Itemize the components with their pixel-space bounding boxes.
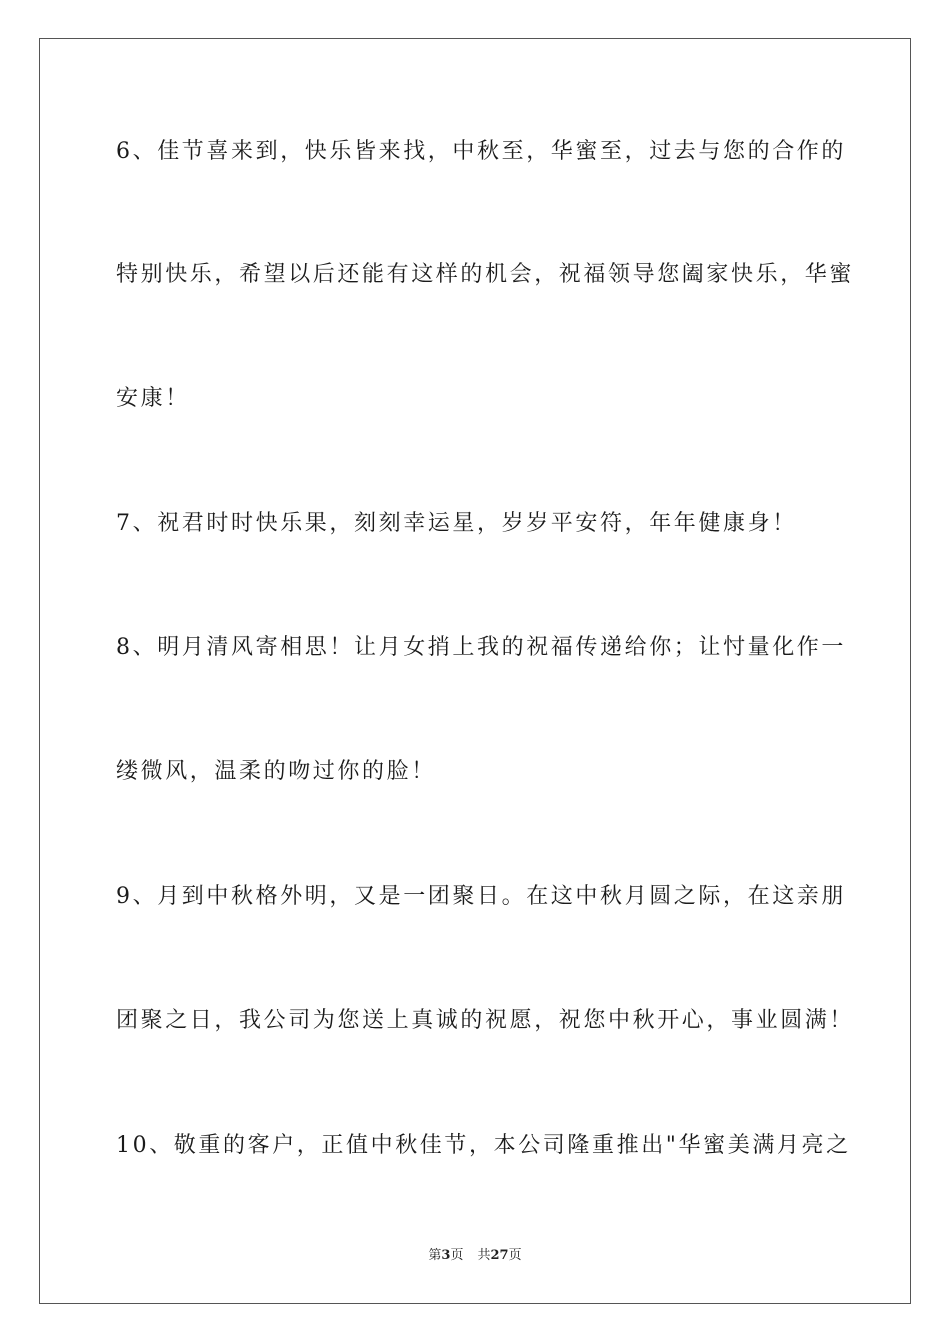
text-line: 特别快乐，希望以后还能有这样的机会，祝福领导您阖家快乐，华蜜 — [116, 262, 855, 287]
text-line: 9、月到中秋格外明，又是一团聚日。在这中秋月圆之际，在这亲朋 — [116, 884, 846, 909]
page-suffix: 页 — [450, 1248, 464, 1263]
total-prefix: 共 — [477, 1248, 491, 1263]
page-footer — [0, 1246, 950, 1266]
text-line: 安康！ — [116, 386, 190, 411]
page-prefix: 第 — [428, 1248, 442, 1263]
page-border — [39, 38, 911, 1304]
total-pages: 27 — [490, 1248, 509, 1263]
text-line: 缕微风，温柔的吻过你的脸！ — [116, 759, 436, 784]
text-line: 8、明月清风寄相思！让月女捎上我的祝福传递给你；让忖量化作一 — [116, 635, 846, 660]
text-line: 7、祝君时时快乐果，刻刻幸运星，岁岁平安符，年年健康身！ — [116, 511, 797, 536]
total-suffix: 页 — [508, 1248, 522, 1263]
text-line: 6、佳节喜来到，快乐皆来找，中秋至，华蜜至，过去与您的合作的 — [116, 139, 846, 164]
text-line: 团聚之日，我公司为您送上真诚的祝愿，祝您中秋开心，事业圆满！ — [116, 1008, 855, 1033]
page-number: 3 — [441, 1248, 451, 1263]
text-line: 10、敬重的客户，正值中秋佳节，本公司隆重推出"华蜜美满月亮之 — [116, 1133, 851, 1158]
